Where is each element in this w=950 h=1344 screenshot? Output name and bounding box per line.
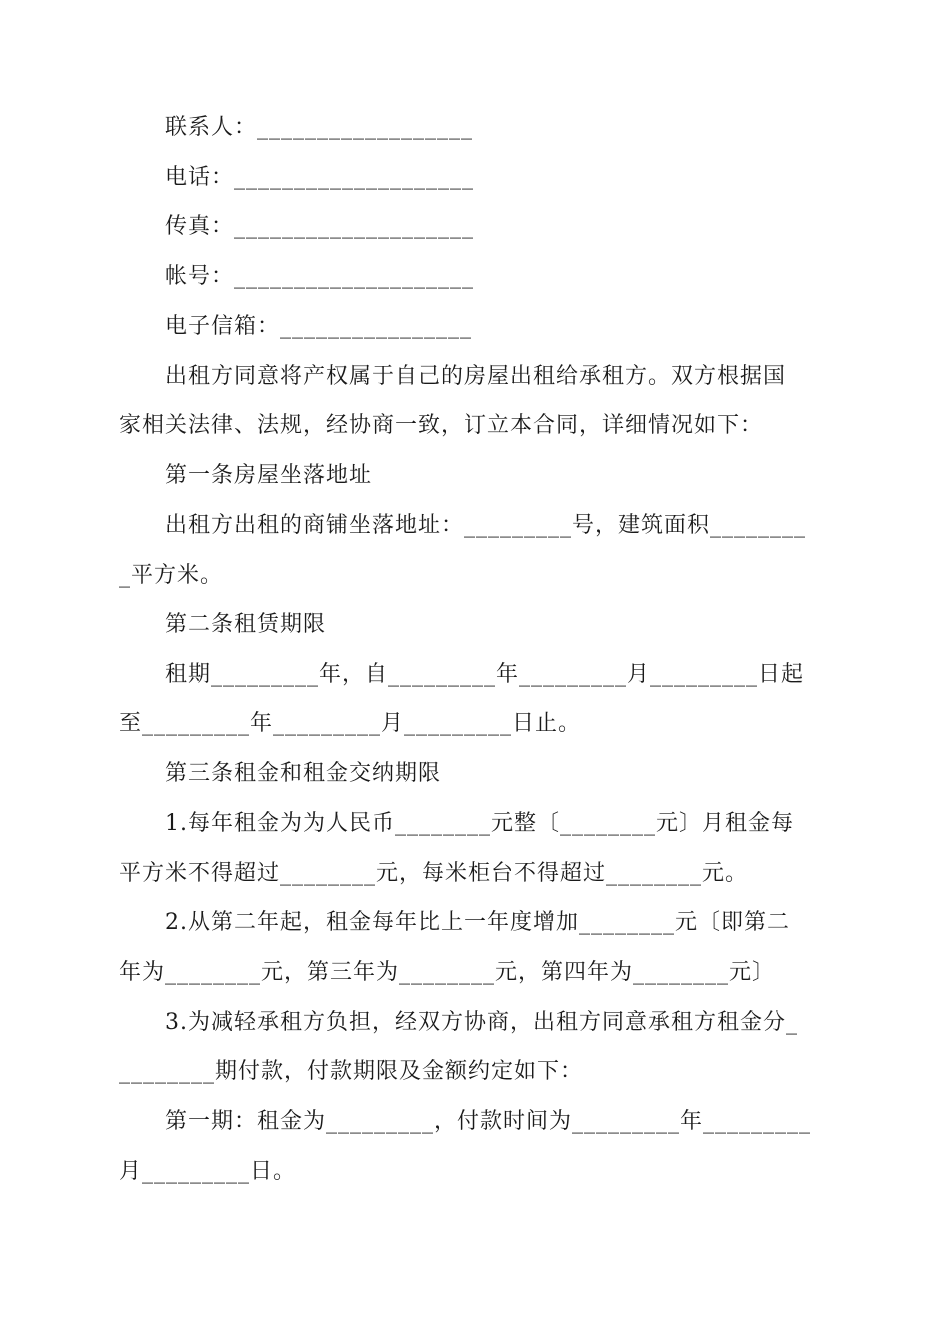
- account-line: 帐号：____________________: [119, 264, 475, 289]
- article-2-paragraph-line-1: 租期_________年，自_________年_________月_________日起: [119, 662, 805, 687]
- fax-line: 传真：____________________: [119, 214, 475, 239]
- article-3-item-1-line-2: 平方米不得超过________元，每米柜台不得超过________元。: [119, 861, 749, 886]
- article-3-item-3-line-1: 3.为减轻承租方负担，经双方协商，出租方同意承租方租金分_: [119, 1010, 798, 1035]
- intro-paragraph-line-2: 家相关法律、法规，经协商一致，订立本合同，详细情况如下：: [119, 413, 764, 438]
- article-2-heading: 第二条租赁期限: [119, 612, 327, 637]
- article-3-item-2-line-1: 2.从第二年起，租金每年比上一年度增加________元〔即第二: [119, 910, 790, 935]
- article-3-item-1-line-1: 1.每年租金为为人民币________元整〔________元〕月租金每: [119, 811, 794, 836]
- article-1-heading: 第一条房屋坐落地址: [119, 463, 373, 488]
- article-3-item-2-line-2: 年为________元，第三年为________元，第四年为________元〕: [119, 960, 776, 985]
- phone-line: 电话：____________________: [119, 165, 475, 190]
- article-3-item-3-line-2: ________期付款，付款期限及金额约定如下：: [119, 1059, 584, 1084]
- intro-paragraph-line-1: 出租方同意将产权属于自己的房屋出租给承租方。双方根据国: [119, 364, 787, 389]
- article-1-paragraph-line-2: _平方米。: [119, 563, 224, 588]
- article-3-heading: 第三条租金和租金交纳期限: [119, 761, 442, 786]
- article-1-paragraph-line-1: 出租方出租的商铺坐落地址：_________号，建筑面积________: [119, 513, 807, 538]
- contact-person-line: 联系人：__________________: [119, 115, 474, 140]
- article-2-paragraph-line-2: 至_________年_________月_________日止。: [119, 711, 582, 736]
- payment-period-1-line-1: 第一期：租金为_________，付款时间为_________年_________: [119, 1109, 812, 1134]
- payment-period-1-line-2: 月_________日。: [119, 1159, 297, 1184]
- email-line: 电子信箱：________________: [119, 314, 473, 339]
